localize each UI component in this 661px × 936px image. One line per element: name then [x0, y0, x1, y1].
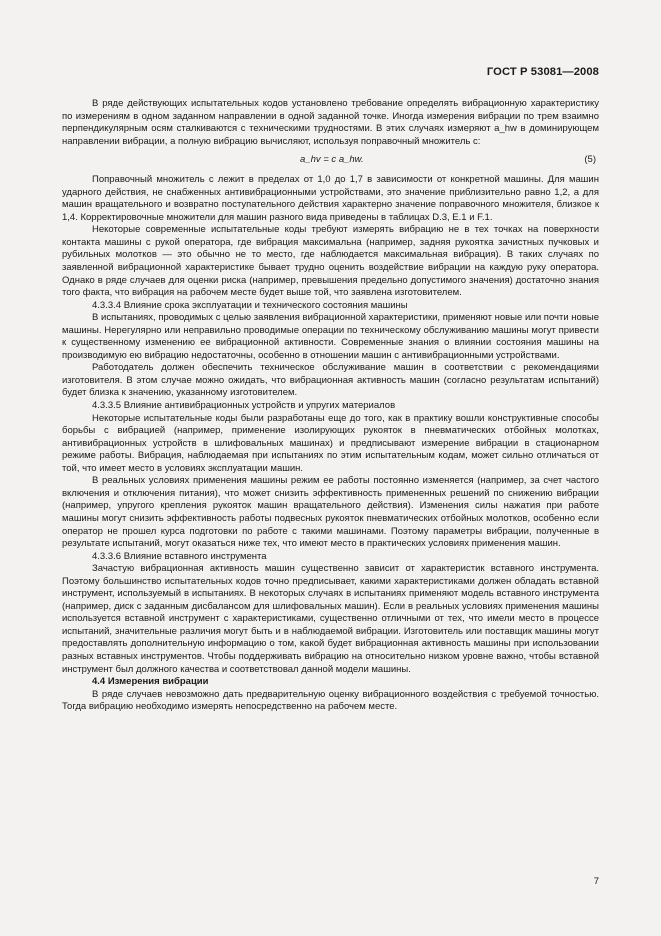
paragraph-4334-1: В испытаниях, проводимых с целью заявления вибрационной характеристики, применяют новые или почти новые машины. Нерегулярно или неправильно проводимые операции по техническому обслуживанию машины могут привести к существенному изменению ее вибрационной активности. Современные знания о влиянии состояния машины на производимую ею вибрацию недостаточны, особенно в отношении машин с антивибрационными устройствами. — [62, 312, 599, 361]
paragraph-intro: В ряде действующих испытательных кодов установлено требование определять вибрационную характеристику по измерениям в одном заданном направлении в одной заданной точке. Иногда измерения вибрации по трем взаимно перпендикулярным осям сталкиваются с техническими трудностями. В этих случаях измеряют a_hw в доминирующем направлении вибрации, а полную вибрацию вычисляют, используя поправочный множитель c: — [62, 98, 599, 147]
formula-5 — [62, 150, 599, 173]
formula-expression: a_hv = c a_hw. — [300, 154, 364, 166]
paragraph-4335-1: Некоторые испытательные коды были разработаны еще до того, как в практику вошли конструктивные способы борьбы с вибрацией (например, применение изолирующих рукояток в пневматических отбойных молотках, антивибрационных устройств в шлифовальных машинах) и предписывают измерение вибрации в стационарном режиме работы. Вибрация, наблюдаемая при испытаниях по этим испытательным кодам, может сильно отличаться от той, что имеет место в условиях эксплуатации машин. — [62, 412, 599, 474]
document-code: ГОСТ Р 53081—2008 — [486, 66, 599, 78]
paragraph-4334-2: Работодатель должен обеспечить техническое обслуживание машин в соответствии с рекомендациями изготовителя. В этом случае можно ожидать, что вибрационная активность машин (согласно результатам испытаний) будет близка к значению, указанному изготовителем. — [62, 362, 599, 399]
body-text — [62, 98, 599, 714]
formula-number: (5) — [584, 154, 596, 166]
section-heading-4336: 4.3.3.6 Влияние вставного инструмента — [92, 550, 267, 562]
section-heading-4334: 4.3.3.4 Влияние срока эксплуатации и технического состояния машины — [92, 299, 408, 311]
section-heading-44: 4.4 Измерения вибрации — [92, 676, 209, 688]
paragraph-correction-factor: Поправочный множитель c лежит в пределах от 1,0 до 1,7 в зависимости от конкретной машины. Для машин ударного действия, не снабженных антивибрационными устройствами, это значение приблизительно равно 1,2, а для машин вращательного и возвратно поступательного действия характерно значение поправочного множителя, близкое к 1,4. Корректировочные множители для машин разного вида приведены в таблицах D.3, E.1 и F.1. — [62, 174, 599, 223]
paragraph-measurement-points: Некоторые современные испытательные коды требуют измерять вибрацию не в тех точках на поверхности контакта машины с рукой оператора, где вибрация максимальна (например, задняя рукоятка зачистных пучковых и рубильных молотков — это обычно не то место, где наблюдается максимальная вибрация). В таких случаях по заявленной вибрационной характеристике бывает трудно оценить воздействие вибрации на каждую руку оператора. Однако в ряде случаев для оценки риска (например, превышения предельно допустимого значения) достаточно знания того факта, что вибрация на рабочем месте будет выше той, что заявлена изготовителем. — [62, 224, 599, 299]
paragraph-44-1: В ряде случаев невозможно дать предварительную оценку вибрационного воздействия с требуемой точностью. Тогда вибрацию необходимо измерять непосредственно на рабочем месте. — [62, 688, 599, 713]
paragraph-4336-1: Зачастую вибрационная активность машин существенно зависит от характеристик вставного инструмента. Поэтому большинство испытательных кодов точно предписывает, какими характеристиками должен обладать вставной инструмент, используемый в испытаниях. В некоторых случаях в испытаниях применяют модель вставного инструмента (например, диск с заданным дисбалансом для шлифовальных машин). Если в реальных условиях применения машины используется вставной инструмент с характеристиками, существенно отличными от тех, что имели место в процессе испытаний, значительные различия могут быть и в наблюдаемой вибрации. Изготовитель или поставщик машины могут предоставлять дополнительную информацию о том, какой будет вибрационная активность машины при использовании разных вставных инструментов. Чтобы поддерживать вибрацию на относительно низком уровне важно, чтобы вставной инструмент был должного качества и соответствовал данной модели машины. — [62, 563, 599, 675]
page-number: 7 — [593, 876, 599, 887]
section-heading-4335: 4.3.3.5 Влияние антивибрационных устройств и упругих материалов — [92, 400, 396, 412]
paragraph-4335-2: В реальных условиях применения машины режим ее работы постоянно изменяется (например, за счет частого включения и отключения питания), что может снизить эффективность примененных решений по снижению вибрации (например, упругого крепления рукояток машин вращательного действия). Изменения силы нажатия при работе машины могут снизить эффективность работы подвесных рукояток пневматических отбойных молотков, особенно если оператор не прошел курса подготовки по работе с такими машинами. Поэтому параметры вибрации, полученные в результате испытаний, могут оказаться ниже тех, что имеют место в практических условиях применения машин. — [62, 475, 599, 550]
